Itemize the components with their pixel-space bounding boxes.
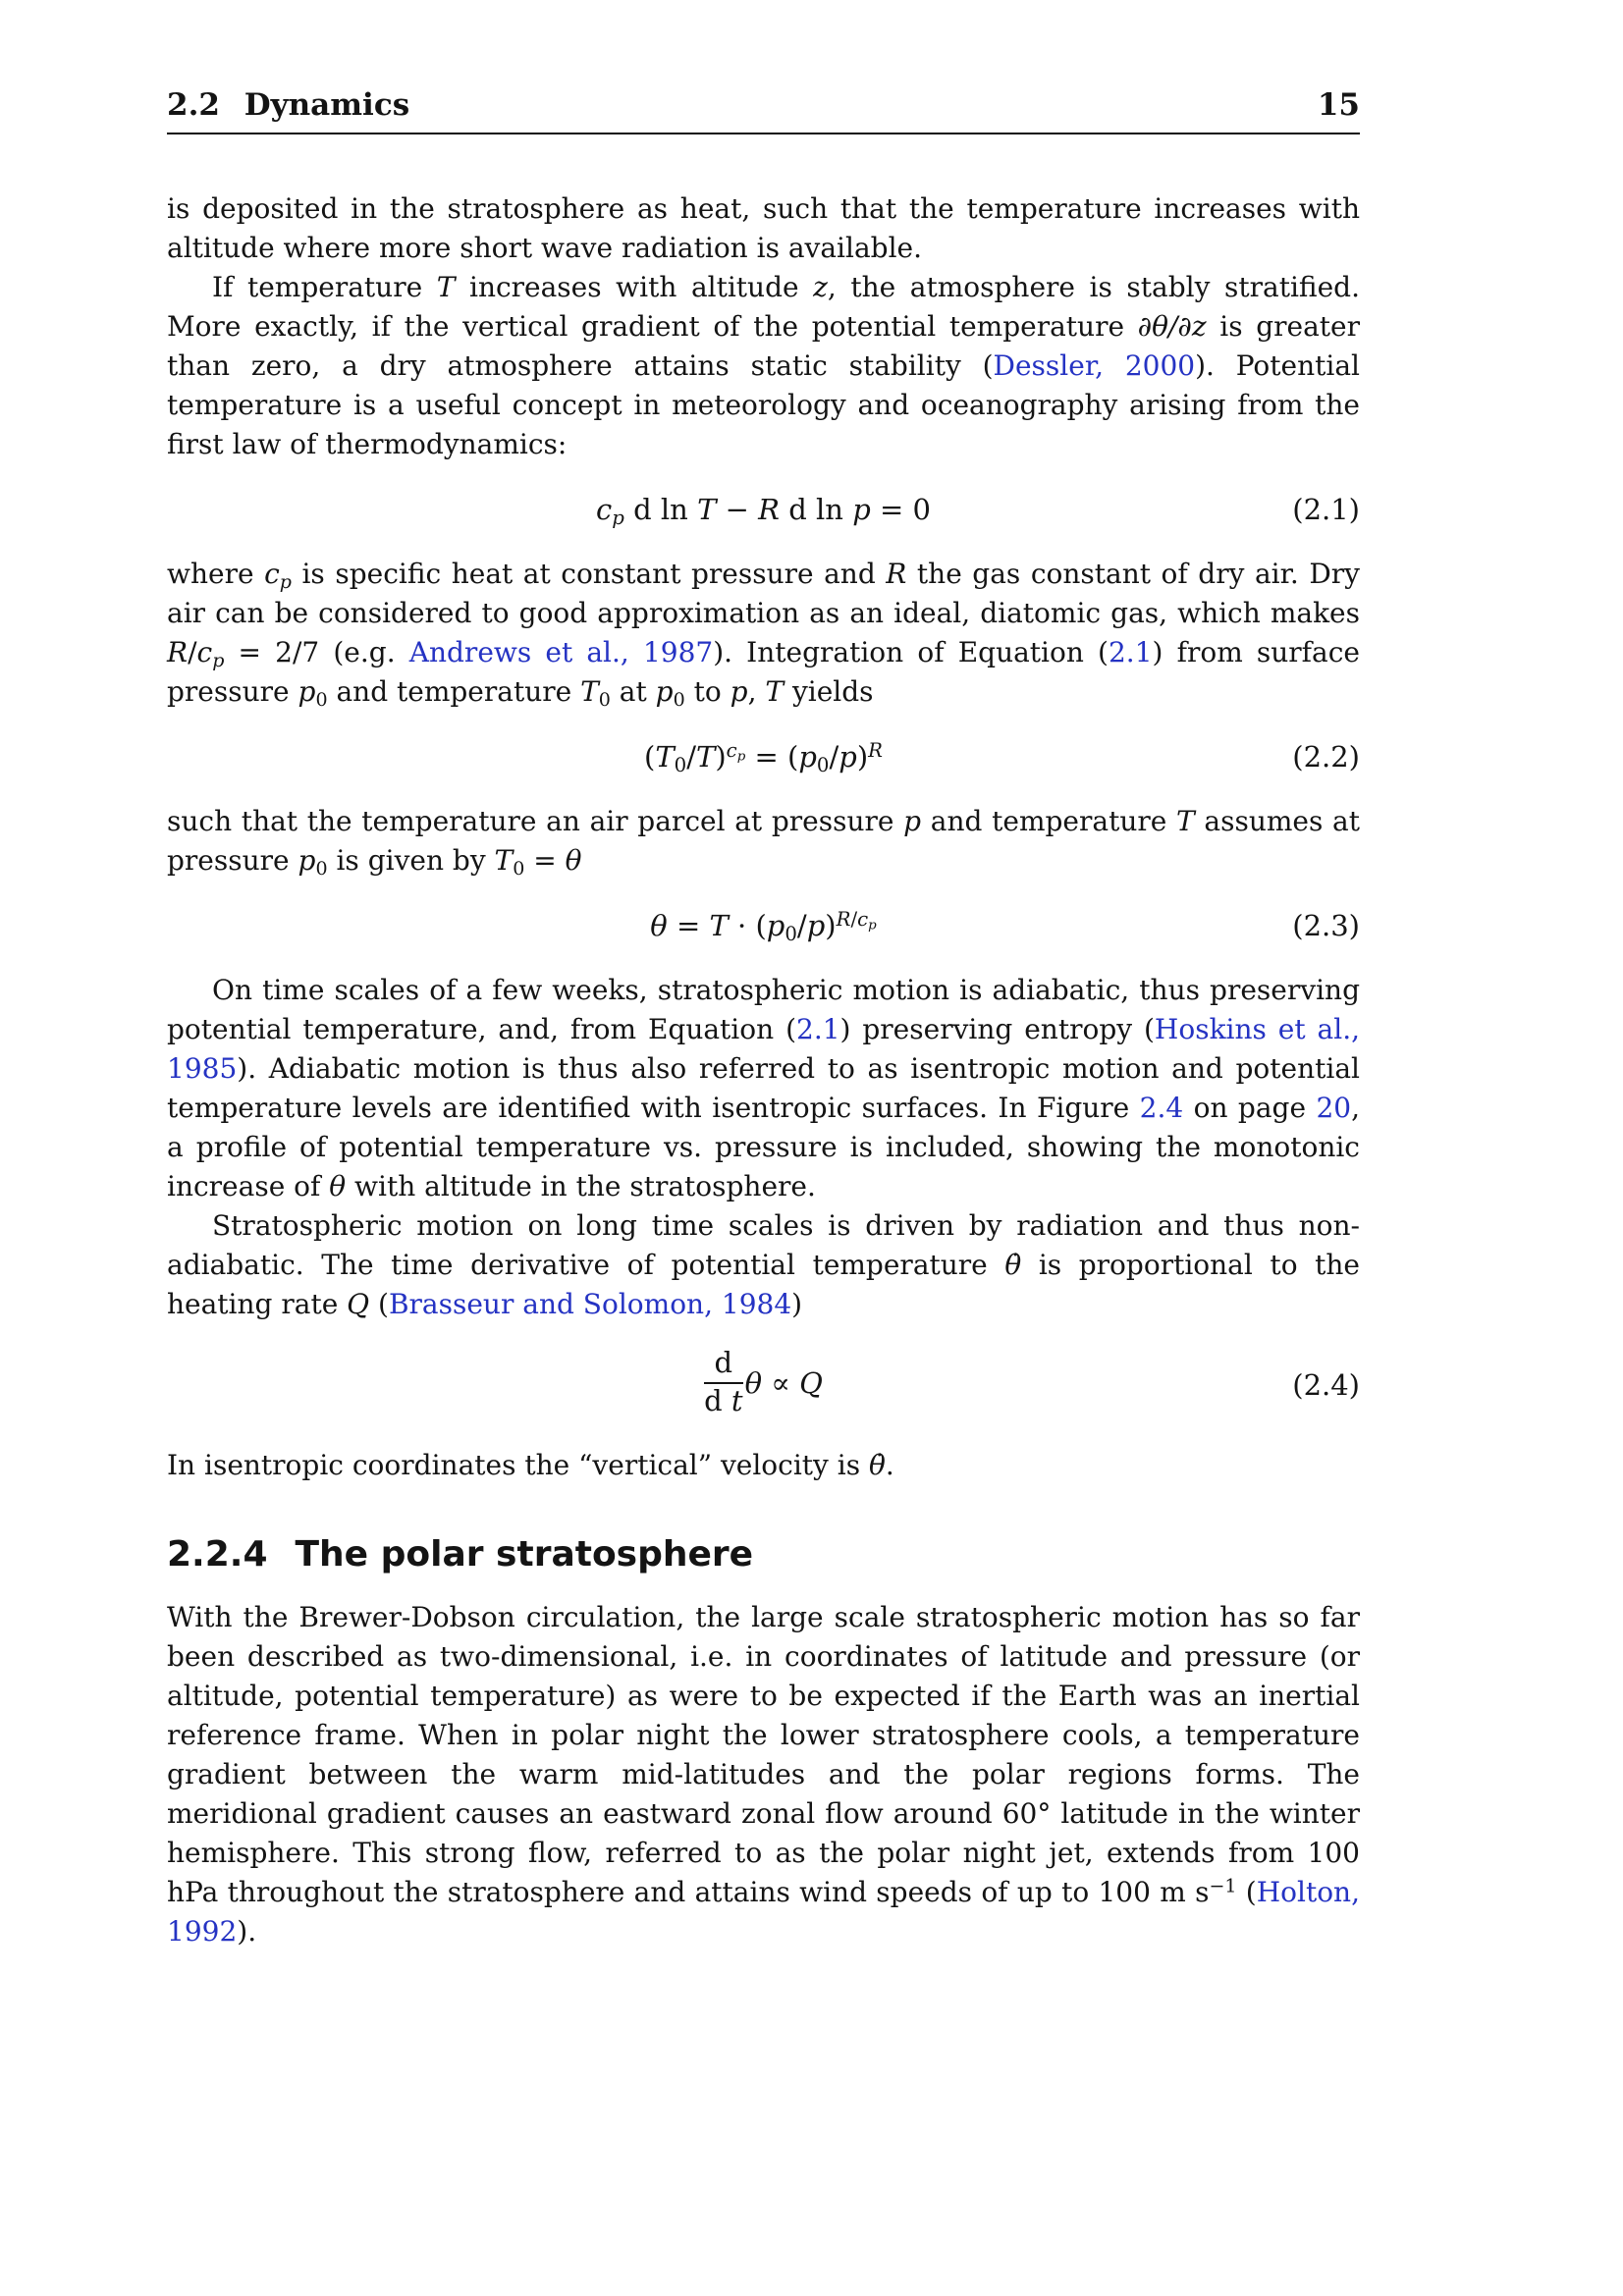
text-run: is specific heat at constant pressure and	[291, 557, 887, 590]
text-run: Q	[799, 1366, 823, 1401]
section-heading-title: The polar stratosphere	[295, 1534, 754, 1575]
paragraph	[167, 1598, 1360, 1951]
text-run: is greater than zero, a dry atmosphere attains static stability (	[167, 309, 1361, 382]
equation-number: (2.1)	[1292, 492, 1360, 526]
text-run: d	[714, 1345, 733, 1379]
text-run: p	[612, 506, 624, 529]
text-run: · (	[728, 908, 767, 942]
text-column	[167, 0, 1360, 1951]
text-run: T	[580, 674, 599, 708]
text-run: /	[796, 908, 807, 942]
text-run: ,	[747, 674, 766, 708]
text-run: T	[765, 674, 784, 708]
text-run: )	[791, 1287, 803, 1320]
text-run: T	[697, 492, 717, 526]
text-run: = (	[745, 739, 799, 774]
citation-link[interactable]: 20	[1316, 1091, 1352, 1124]
text-run: d ln	[623, 492, 698, 526]
text-run: p	[730, 674, 748, 708]
text-run: T	[436, 270, 456, 303]
citation-link[interactable]: 2.1	[796, 1012, 840, 1045]
text-run: )	[856, 739, 869, 774]
text-run: ). Adiabatic motion is thus also referred to as isentropic motion and potential temperature levels are identified with isentropic surfaces. In Figure	[167, 1051, 1360, 1124]
text-run: p	[868, 918, 877, 934]
text-run	[1209, 1876, 1236, 1897]
fraction-numerator	[704, 1345, 742, 1384]
text-run: p	[655, 674, 674, 708]
text-run: to	[684, 674, 730, 708]
header-section-number: 2.2	[167, 87, 220, 123]
text-run: is given by	[327, 843, 495, 877]
fraction-denominator	[704, 1384, 742, 1417]
text-run: such that the temperature an air parcel at pressure	[167, 804, 904, 837]
text-run: c	[596, 492, 613, 526]
text-run: In isentropic coordinates the “vertical” velocity is	[167, 1449, 869, 1482]
text-run: 0	[784, 922, 797, 945]
text-run: ∂θ/∂z	[1137, 309, 1207, 343]
text-run: /	[850, 907, 858, 931]
text-run: Q	[347, 1287, 370, 1320]
text-run: d ln	[780, 492, 853, 526]
text-run: where	[167, 557, 265, 590]
text-run: /	[686, 739, 696, 774]
text-run: T	[1176, 804, 1195, 837]
equation-body	[704, 1345, 823, 1417]
equation	[167, 1345, 1360, 1423]
text-run: 0	[315, 857, 328, 880]
equation-number: (2.2)	[1292, 739, 1360, 774]
text-run: R	[836, 907, 851, 931]
text-run: z	[813, 270, 828, 303]
section-heading	[167, 1532, 1360, 1576]
text-run: p	[839, 739, 857, 774]
equation	[167, 735, 1360, 778]
text-run: assumes at pressure	[167, 804, 1360, 877]
text-run: ) preserving entropy (	[839, 1012, 1155, 1045]
text-run: is proportional to the heating rate	[167, 1248, 1361, 1320]
citation-link[interactable]: 2.4	[1139, 1091, 1184, 1124]
text-run: p	[766, 908, 785, 942]
text-run: ). Integration of Equation (	[713, 635, 1109, 668]
text-run: T	[494, 843, 514, 877]
text-run: increases with altitude	[455, 270, 814, 303]
text-run: c	[196, 635, 213, 668]
text-run: )	[825, 908, 837, 942]
fraction	[704, 1345, 743, 1417]
text-run: the gas constant of dry air. Dry air can be considered to good approximation as an ideal, diatomic gas, which makes	[167, 557, 1360, 629]
text-run: θ	[744, 1366, 763, 1401]
header-page-number: 15	[1317, 87, 1360, 123]
text-run: t	[730, 1383, 743, 1417]
text-run: R	[886, 557, 907, 590]
equation-body	[596, 492, 931, 529]
text-run: ∝	[762, 1366, 800, 1401]
equation-number: (2.4)	[1292, 1368, 1360, 1403]
citation-link[interactable]: Andrews et al., 1987	[408, 635, 714, 668]
citation-link[interactable]: Brasseur and Solomon, 1984	[388, 1287, 792, 1320]
text-run: = 0	[870, 492, 931, 526]
equation-body	[644, 740, 883, 774]
text-run	[836, 907, 877, 934]
text-run: 0	[315, 688, 328, 711]
text-run: 0	[674, 753, 687, 776]
text-run: p	[806, 908, 826, 942]
text-run: θ	[650, 908, 668, 942]
text-run: p	[798, 739, 817, 774]
text-run: =	[667, 908, 710, 942]
text-run: ) from surface pressure	[167, 635, 1360, 708]
header-rule	[167, 133, 1360, 134]
text-run: If temperature	[212, 270, 437, 303]
citation-link[interactable]: 2.1	[1108, 635, 1153, 668]
text-run: p	[298, 843, 316, 877]
text-run: θ	[329, 1169, 347, 1202]
equation	[167, 904, 1360, 947]
paragraph	[167, 1206, 1360, 1324]
text-run: 0	[673, 688, 685, 711]
text-run: p	[298, 674, 316, 708]
paragraph	[167, 802, 1360, 881]
paragraph	[167, 555, 1360, 712]
text-run: d	[704, 1383, 731, 1417]
text-run: is deposited in the stratosphere as heat, such that the temperature increases with altitude where more short wave radiation is available.	[167, 191, 1360, 264]
citation-link[interactable]: Holton, 1992	[167, 1876, 1360, 1949]
text-run: c	[857, 907, 869, 931]
text-run: = 2/7 (e.g.	[224, 635, 409, 668]
header-section	[167, 88, 409, 124]
text-run: and temperature	[921, 804, 1177, 837]
text-run: −1	[1209, 1875, 1237, 1897]
text-run: , a profile of potential temperature vs. pressure is included, showing the monotonic increase of	[167, 1091, 1360, 1202]
citation-link[interactable]: Hoskins et al., 1985	[167, 1012, 1361, 1085]
section-heading-number: 2.2.4	[167, 1534, 268, 1575]
text-run: at	[610, 674, 656, 708]
text-run: ).	[237, 1915, 257, 1949]
text-run: R	[868, 738, 883, 762]
equation-body	[650, 907, 877, 945]
text-run: (	[369, 1287, 389, 1320]
text-run: (	[1236, 1876, 1257, 1909]
text-run: with altitude in the stratosphere.	[346, 1169, 816, 1202]
running-header	[167, 0, 1360, 124]
text-run: 0	[598, 688, 611, 711]
text-run: on page	[1183, 1091, 1317, 1124]
text-run: −	[716, 492, 759, 526]
text-run: R	[167, 635, 189, 668]
text-run: T	[709, 908, 729, 942]
equation-number: (2.3)	[1292, 908, 1360, 942]
text-run: , the atmosphere is stably stratified. More exactly, if the vertical gradient of the potential temperature	[167, 270, 1360, 343]
text-run	[868, 739, 883, 762]
text-run: θ̇	[1004, 1248, 1022, 1281]
text-run: p	[852, 492, 871, 526]
text-run: θ̇	[868, 1449, 886, 1482]
paragraph	[167, 1446, 1360, 1485]
text-run: =	[524, 843, 566, 877]
text-run: yields	[784, 674, 874, 708]
text-run: )	[715, 739, 727, 774]
text-run: With the Brewer-Dobson circulation, the large scale stratospheric motion has so far been described as two-dimensional, i.e. in coordinates of latitude and pressure (or altitude, potential temperature) as were to be expected if the Earth was an inertial reference frame. When in polar night the lower stratosphere cools, a temperature gradient between the warm mid-latitudes and the polar regions forms. The meridional gradient causes an eastward zonal flow around 60° latitude in the winter hemisphere. This strong flow, referred to as the polar night jet, extends from 100 hPa throughout the stratosphere and attains wind speeds of up to 100 m s	[167, 1601, 1360, 1909]
text-run: and temperature	[327, 674, 581, 708]
text-run: .	[885, 1449, 894, 1482]
paragraph	[167, 189, 1360, 268]
text-run: (	[643, 739, 656, 774]
paragraph	[167, 971, 1360, 1206]
text-run: 0	[513, 857, 525, 880]
text-run	[726, 738, 746, 765]
text-run: ). Potential temperature is a useful concept in meteorology and oceanography arising from the first law of thermodynamics:	[167, 348, 1360, 460]
text-run: /	[188, 635, 197, 668]
text-run: Stratospheric motion on long time scales is driven by radiation and thus non-adiabatic. The time derivative of potential temperature	[167, 1208, 1360, 1281]
text-run: c	[264, 557, 280, 590]
text-run: T	[655, 739, 675, 774]
citation-link[interactable]: Dessler, 2000	[993, 348, 1196, 382]
text-run: p	[903, 804, 922, 837]
text-run: T	[695, 739, 716, 774]
text-run: p	[736, 749, 746, 765]
paragraph	[167, 268, 1360, 464]
header-section-title: Dynamics	[243, 87, 410, 123]
text-run: /	[829, 739, 839, 774]
text-run: p	[279, 570, 292, 593]
text-run: c	[726, 738, 737, 762]
text-run: θ	[565, 843, 582, 877]
equation	[167, 488, 1360, 531]
text-run: 0	[816, 753, 830, 776]
text-run: On time scales of a few weeks, stratospheric motion is adiabatic, thus preserving potential temperature, and, from Equation (	[167, 973, 1360, 1045]
text-run: R	[758, 492, 781, 526]
text-run: p	[212, 649, 225, 671]
document-content	[167, 189, 1360, 1952]
